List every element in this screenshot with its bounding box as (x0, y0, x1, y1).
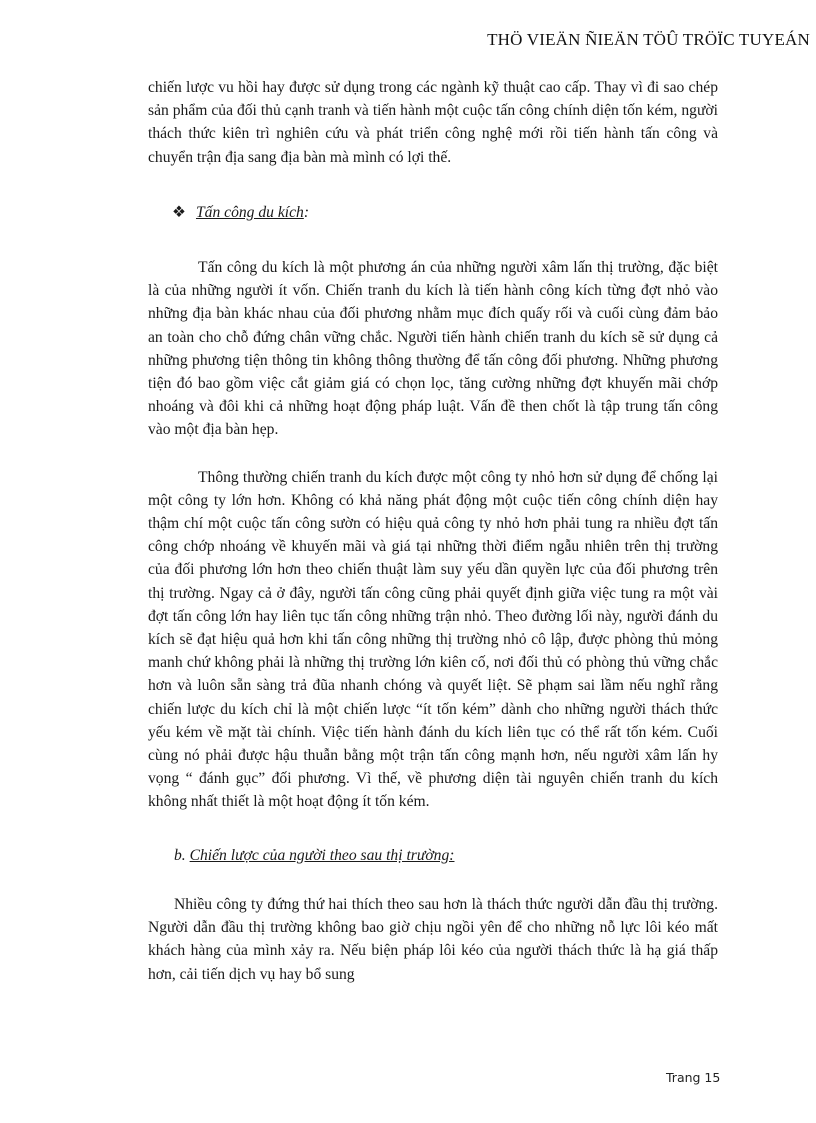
section-heading-guerrilla (172, 201, 718, 224)
page-number: Trang 15 (666, 1070, 721, 1085)
paragraph-guerrilla-details: Thông thường chiến tranh du kích được một công ty nhỏ hơn sử dụng để chống lại một công ty lớn hơn. Không có khả năng phát động một cuộc tiến công chính diện hay thậm chí một cuộc tấn công sườn có hiệu quả công ty nhỏ hơn phải tung ra nhiều đợt tấn công chớp nhoáng về khuyến mãi và giá tại những thời điểm ngẫu nhiên trên thị trường của đối phương lớn hơn theo chiến thuật làm suy yếu dần quyền lực của đối phương trên thị trường. Ngay cả ở đây, người tấn công cũng phải quyết định giữa việc tung ra một vài đợt tấn công lớn hay liên tục tấn công những trận nhỏ. Theo đường lối này, người đánh du kích sẽ đạt hiệu quả hơn khi tấn công những thị trường nhỏ cô lập, được phòng thủ mỏng manh chứ không phải là những thị trường lớn kiên cố, nơi đối thủ có phòng thủ vững chắc hơn và luôn sẵn sàng trả đũa nhanh chóng và quyết liệt. Sẽ phạm sai lầm nếu nghĩ rằng chiến lược du kích chỉ là một chiến lược “ít tốn kém” dành cho những người thách thức yếu kém về mặt tài chính. Việc tiến hành đánh du kích liên tục có thể rất tốn kém. Cuối cùng nó phải được hậu thuẫn bằng một trận tấn công mạnh hơn, nếu người xâm lấn hy vọng “ đánh gục” đối phương. Vì thế, về phương diện tài nguyên chiến tranh du kích không nhất thiết là một hoạt động ít tốn kém. (148, 468, 718, 811)
section-heading-follower (174, 844, 718, 867)
paragraph-intro: chiến lược vu hồi hay được sử dụng trong các ngành kỹ thuật cao cấp. Thay vì đi sao chép sản phẩm của đối thủ cạnh tranh và tiến hành một cuộc tấn công chính diện tốn kém, người thách thức kiên trì nghiên cứu và phát triển công nghệ mới rồi tiến hành tấn công và chuyển trận địa sang địa bàn mà mình có lợi thế. (148, 79, 718, 166)
paragraph-follower: Nhiều công ty đứng thứ hai thích theo sau hơn là thách thức người dẫn đầu thị trường. Người dẫn đầu thị trường không bao giờ chịu ngồi yên để cho những nỗ lực lôi kéo mất khách hàng của mình xảy ra. Nếu biện pháp lôi kéo của người thách thức là hạ giá thấp hơn, cải tiến dịch vụ hay bổ sung (148, 895, 718, 983)
section-heading-title: Tấn công du kích (195, 203, 304, 221)
section-heading-follower-title: Chiến lược của người theo sau thị trường: (189, 846, 455, 864)
page-header: THÖ VIEÄN ÑIEÄN TÖÛ TRÖÏC TUYEÁN (487, 30, 810, 49)
document-body (148, 76, 718, 986)
section-heading-suffix: : (303, 203, 310, 221)
diamond-bullet-icon: ❖ (172, 203, 186, 221)
paragraph-guerrilla-definition: Tấn công du kích là một phương án của những người xâm lấn thị trường, đặc biệt là của những người ít vốn. Chiến tranh du kích là tiến hành công kích từng đợt nhỏ vào những địa bàn khác nhau của đối phương nhằm mục đích quấy rối và cuối cùng đảm bảo an toàn cho chỗ đứng chân vững chắc. Người tiến hành chiến tranh du kích sẽ sử dụng cả những phương tiện thông tin không thông thường để tấn công đối phương. Những phương tiện đó bao gồm việc cắt giảm giá có chọn lọc, tăng cường những đợt khuyến mãi chớp nhoáng và đôi khi cả những hoạt động pháp luật. Vấn đề then chốt là tập trung tấn công vào một địa bàn hẹp. (148, 259, 718, 439)
section-heading-prefix: b. (174, 846, 190, 864)
